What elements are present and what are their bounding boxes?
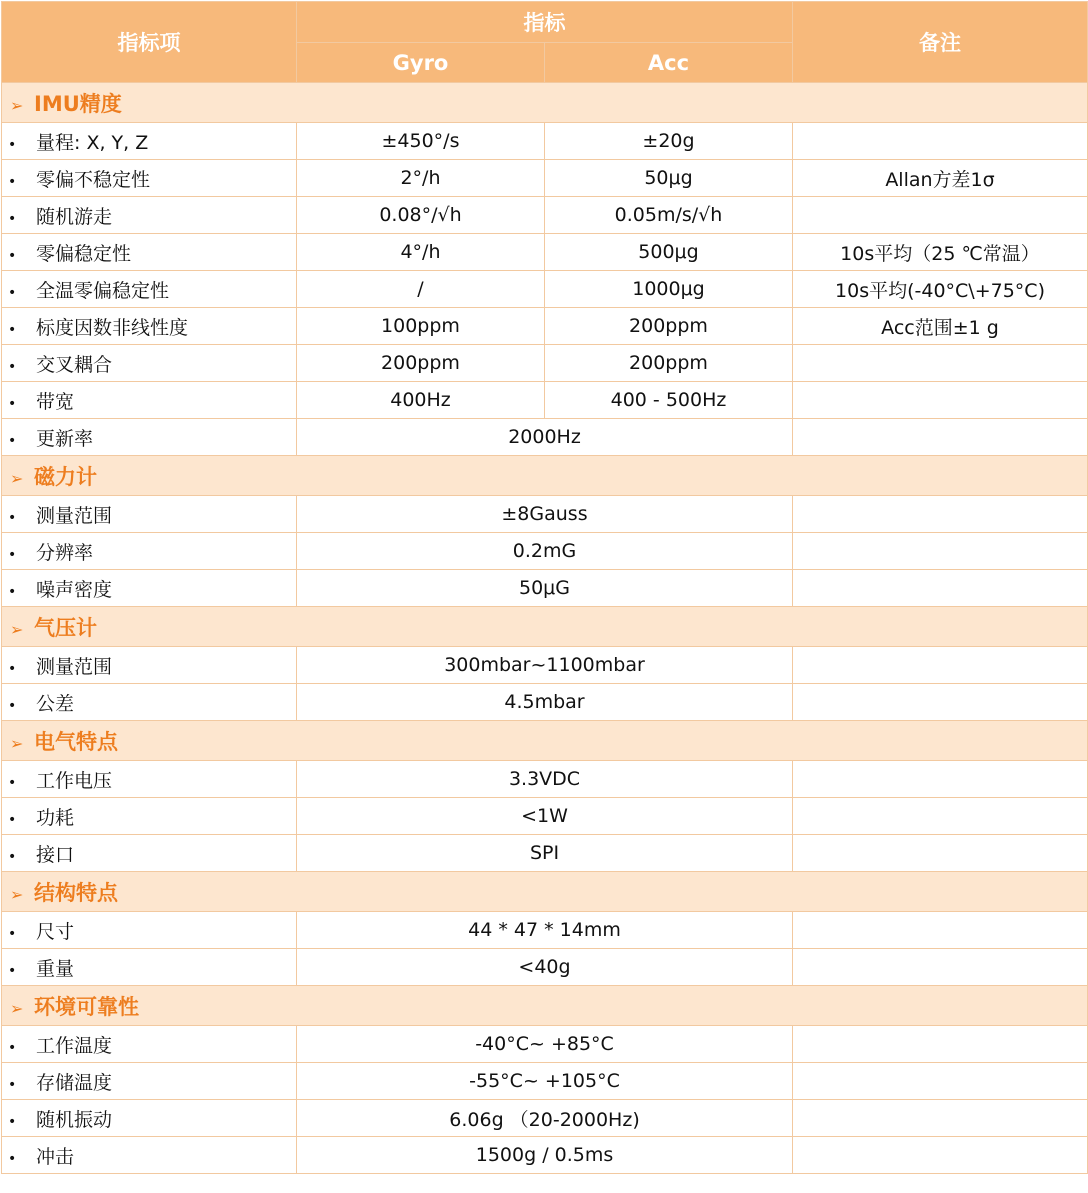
section-title: 气压计 bbox=[34, 615, 97, 640]
note-cell bbox=[793, 570, 1088, 607]
acc-cell: 500μg bbox=[545, 234, 793, 271]
bullet-icon: • bbox=[8, 321, 17, 338]
row-name-cell bbox=[2, 798, 297, 835]
note-cell: Allan方差1σ bbox=[793, 160, 1088, 197]
value-cell: <40g bbox=[297, 949, 793, 986]
note-cell bbox=[793, 123, 1088, 160]
bullet-icon: • bbox=[8, 848, 17, 865]
bullet-icon: • bbox=[8, 583, 17, 600]
table-row bbox=[2, 1063, 1088, 1100]
table-row bbox=[2, 123, 1088, 160]
bullet-icon: • bbox=[8, 962, 17, 979]
bullet-icon: • bbox=[8, 1039, 17, 1056]
arrow-right-icon: ➢ bbox=[10, 95, 24, 115]
gyro-cell: / bbox=[297, 271, 545, 308]
note-cell bbox=[793, 761, 1088, 798]
note-cell bbox=[793, 197, 1088, 234]
section-row bbox=[2, 607, 1088, 647]
note-cell bbox=[793, 684, 1088, 721]
section-header bbox=[2, 456, 1088, 496]
header-note: 备注 bbox=[793, 2, 1088, 83]
bullet-icon: • bbox=[8, 210, 17, 227]
value-cell: 3.3VDC bbox=[297, 761, 793, 798]
section-title: 磁力计 bbox=[34, 464, 97, 489]
gyro-cell: 100ppm bbox=[297, 308, 545, 345]
acc-cell: ±20g bbox=[545, 123, 793, 160]
section-header bbox=[2, 721, 1088, 761]
row-name-cell bbox=[2, 419, 297, 456]
table-row bbox=[2, 533, 1088, 570]
row-name: 公差 bbox=[36, 692, 75, 715]
note-cell bbox=[793, 533, 1088, 570]
header-acc: Acc bbox=[545, 43, 793, 83]
row-name: 更新率 bbox=[36, 427, 94, 450]
bullet-icon: • bbox=[8, 136, 17, 153]
bullet-icon: • bbox=[8, 247, 17, 264]
note-cell bbox=[793, 419, 1088, 456]
row-name: 接口 bbox=[36, 843, 75, 866]
bullet-icon: • bbox=[8, 925, 17, 942]
row-name-cell bbox=[2, 684, 297, 721]
table-row bbox=[2, 271, 1088, 308]
spec-table bbox=[1, 1, 1088, 1174]
header-spec: 指标 bbox=[297, 2, 793, 43]
section-row bbox=[2, 872, 1088, 912]
table-row bbox=[2, 308, 1088, 345]
value-cell: 50μG bbox=[297, 570, 793, 607]
table-row bbox=[2, 160, 1088, 197]
arrow-right-icon: ➢ bbox=[10, 733, 24, 753]
note-cell bbox=[793, 835, 1088, 872]
row-name: 冲击 bbox=[36, 1145, 75, 1168]
table-row bbox=[2, 835, 1088, 872]
row-name-cell bbox=[2, 234, 297, 271]
row-name: 测量范围 bbox=[36, 504, 113, 527]
row-name: 零偏稳定性 bbox=[36, 242, 132, 265]
section-title: 结构特点 bbox=[34, 880, 118, 905]
table-body bbox=[2, 83, 1088, 1174]
value-cell: 1500g / 0.5ms bbox=[297, 1137, 793, 1174]
section-title: 电气特点 bbox=[34, 729, 118, 754]
table-row bbox=[2, 684, 1088, 721]
row-name: 尺寸 bbox=[36, 920, 75, 943]
table-row bbox=[2, 345, 1088, 382]
bullet-icon: • bbox=[8, 432, 17, 449]
row-name-cell bbox=[2, 345, 297, 382]
note-cell bbox=[793, 1026, 1088, 1063]
row-name-cell bbox=[2, 949, 297, 986]
row-name-cell bbox=[2, 1137, 297, 1174]
bullet-icon: • bbox=[8, 774, 17, 791]
arrow-right-icon: ➢ bbox=[10, 468, 24, 488]
row-name: 标度因数非线性度 bbox=[36, 316, 189, 339]
table-row bbox=[2, 1137, 1088, 1174]
value-cell: SPI bbox=[297, 835, 793, 872]
gyro-cell: 400Hz bbox=[297, 382, 545, 419]
row-name: 随机振动 bbox=[36, 1108, 113, 1131]
row-name-cell bbox=[2, 647, 297, 684]
row-name: 全温零偏稳定性 bbox=[36, 279, 170, 302]
note-cell bbox=[793, 949, 1088, 986]
note-cell bbox=[793, 382, 1088, 419]
section-title: 环境可靠性 bbox=[34, 994, 139, 1019]
note-cell bbox=[793, 647, 1088, 684]
section-row bbox=[2, 456, 1088, 496]
row-name-cell bbox=[2, 533, 297, 570]
bullet-icon: • bbox=[8, 1150, 17, 1167]
note-cell: 10s平均（25 ℃常温） bbox=[793, 234, 1088, 271]
acc-cell: 200ppm bbox=[545, 308, 793, 345]
table-row bbox=[2, 912, 1088, 949]
row-name-cell bbox=[2, 160, 297, 197]
note-cell bbox=[793, 912, 1088, 949]
bullet-icon: • bbox=[8, 1113, 17, 1130]
note-cell bbox=[793, 1137, 1088, 1174]
row-name: 噪声密度 bbox=[36, 578, 113, 601]
header-item: 指标项 bbox=[2, 2, 297, 83]
note-cell bbox=[793, 345, 1088, 382]
section-header bbox=[2, 872, 1088, 912]
section-header bbox=[2, 83, 1088, 123]
note-cell bbox=[793, 798, 1088, 835]
table-header bbox=[2, 2, 1088, 83]
row-name: 存储温度 bbox=[36, 1071, 113, 1094]
bullet-icon: • bbox=[8, 660, 17, 677]
row-name-cell bbox=[2, 761, 297, 798]
note-cell bbox=[793, 1100, 1088, 1137]
table-row bbox=[2, 382, 1088, 419]
bullet-icon: • bbox=[8, 358, 17, 375]
acc-cell: 50μg bbox=[545, 160, 793, 197]
row-name-cell bbox=[2, 1026, 297, 1063]
row-name: 带宽 bbox=[36, 390, 75, 413]
value-cell: -55°C~ +105°C bbox=[297, 1063, 793, 1100]
section-title: IMU精度 bbox=[34, 91, 122, 116]
value-cell: 6.06g （20-2000Hz) bbox=[297, 1100, 793, 1137]
gyro-cell: 200ppm bbox=[297, 345, 545, 382]
section-row bbox=[2, 986, 1088, 1026]
bullet-icon: • bbox=[8, 546, 17, 563]
bullet-icon: • bbox=[8, 284, 17, 301]
row-name: 工作温度 bbox=[36, 1034, 113, 1057]
row-name: 随机游走 bbox=[36, 205, 113, 228]
row-name: 量程: X, Y, Z bbox=[36, 131, 149, 154]
bullet-icon: • bbox=[8, 1076, 17, 1093]
row-name-cell bbox=[2, 1063, 297, 1100]
note-cell bbox=[793, 1063, 1088, 1100]
row-name: 零偏不稳定性 bbox=[36, 168, 151, 191]
acc-cell: 1000μg bbox=[545, 271, 793, 308]
row-name-cell bbox=[2, 382, 297, 419]
section-row bbox=[2, 83, 1088, 123]
row-name-cell bbox=[2, 271, 297, 308]
row-name-cell bbox=[2, 496, 297, 533]
row-name: 测量范围 bbox=[36, 655, 113, 678]
row-name: 功耗 bbox=[36, 806, 75, 829]
value-cell: 300mbar~1100mbar bbox=[297, 647, 793, 684]
arrow-right-icon: ➢ bbox=[10, 884, 24, 904]
table-row bbox=[2, 234, 1088, 271]
row-name: 交叉耦合 bbox=[36, 353, 113, 376]
section-header bbox=[2, 607, 1088, 647]
table-row bbox=[2, 949, 1088, 986]
value-cell: 4.5mbar bbox=[297, 684, 793, 721]
row-name-cell bbox=[2, 123, 297, 160]
note-cell: 10s平均(-40°C\+75°C) bbox=[793, 271, 1088, 308]
row-name-cell bbox=[2, 197, 297, 234]
gyro-cell: 2°/h bbox=[297, 160, 545, 197]
gyro-cell: 0.08°/√h bbox=[297, 197, 545, 234]
arrow-right-icon: ➢ bbox=[10, 619, 24, 639]
section-row bbox=[2, 721, 1088, 761]
row-name-cell bbox=[2, 308, 297, 345]
acc-cell: 400 - 500Hz bbox=[545, 382, 793, 419]
value-cell: 44 * 47 * 14mm bbox=[297, 912, 793, 949]
table-row bbox=[2, 647, 1088, 684]
value-cell: 0.2mG bbox=[297, 533, 793, 570]
value-cell: <1W bbox=[297, 798, 793, 835]
arrow-right-icon: ➢ bbox=[10, 998, 24, 1018]
row-name-cell bbox=[2, 1100, 297, 1137]
value-cell: ±8Gauss bbox=[297, 496, 793, 533]
bullet-icon: • bbox=[8, 395, 17, 412]
table-row bbox=[2, 419, 1088, 456]
bullet-icon: • bbox=[8, 173, 17, 190]
row-name: 重量 bbox=[36, 957, 75, 980]
table-row bbox=[2, 496, 1088, 533]
note-cell: Acc范围±1 g bbox=[793, 308, 1088, 345]
row-name-cell bbox=[2, 912, 297, 949]
gyro-cell: 4°/h bbox=[297, 234, 545, 271]
value-cell: -40°C~ +85°C bbox=[297, 1026, 793, 1063]
row-name-cell bbox=[2, 570, 297, 607]
row-name: 分辨率 bbox=[36, 541, 94, 564]
header-gyro: Gyro bbox=[297, 43, 545, 83]
acc-cell: 0.05m/s/√h bbox=[545, 197, 793, 234]
note-cell bbox=[793, 496, 1088, 533]
table-row bbox=[2, 761, 1088, 798]
table-row bbox=[2, 1100, 1088, 1137]
gyro-cell: ±450°/s bbox=[297, 123, 545, 160]
table-row bbox=[2, 798, 1088, 835]
section-header bbox=[2, 986, 1088, 1026]
acc-cell: 200ppm bbox=[545, 345, 793, 382]
bullet-icon: • bbox=[8, 509, 17, 526]
table-row bbox=[2, 197, 1088, 234]
table-row bbox=[2, 570, 1088, 607]
row-name-cell bbox=[2, 835, 297, 872]
bullet-icon: • bbox=[8, 811, 17, 828]
table-row bbox=[2, 1026, 1088, 1063]
value-cell: 2000Hz bbox=[297, 419, 793, 456]
row-name: 工作电压 bbox=[36, 769, 113, 792]
bullet-icon: • bbox=[8, 697, 17, 714]
